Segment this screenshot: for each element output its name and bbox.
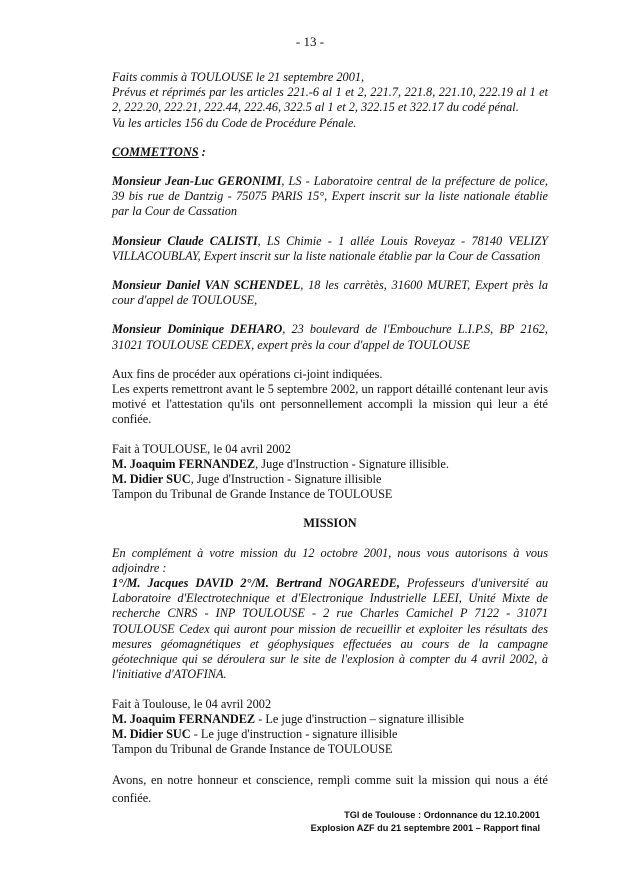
mission-text: Professeurs d'université au Laboratoire d'Electrotechnique et d'Electronique Industrielle LEEI, Unité Mixte de recherche CNRS - INP TOULOUSE - 2 rue Charles Camichel P 7122 - 31071 TOULOUSE Cedex qui auront pour mission de recueillir et exploiter les résultats des mesures géomagnétiques et géophysiques effectuées au cours de la campagne géotechnique qui se déroulera sur le site de l'explosion à compter du 4 avril 2002, à l'initiative d'ATOFINA. <box>112 576 549 682</box>
signature-date: Fait à TOULOUSE, le 04 avril 2002 <box>112 441 291 456</box>
expert-name: Monsieur Jean-Luc GERONIMI <box>112 174 282 189</box>
signature-date: Fait à Toulouse, le 04 avril 2002 <box>112 696 272 711</box>
expert-paragraph <box>112 278 548 308</box>
commettons-label: COMMETTONS <box>112 144 199 159</box>
footer-line-2: Explosion AZF du 21 septembre 2001 – Rapport final <box>310 823 540 833</box>
expert-name: Monsieur Dominique DEHARO <box>112 322 283 337</box>
expert-name: Monsieur Daniel VAN SCHENDEL <box>112 278 301 293</box>
expert-paragraph <box>112 322 548 352</box>
footer-line-1: TGI de Toulouse : Ordonnance du 12.10.2001 <box>344 810 540 820</box>
closing-paragraph: Avons, en notre honneur et conscience, rempli comme suit la mission qui nous a été confiée. <box>112 773 548 806</box>
judge-name: M. Joaquim FERNANDEZ <box>112 456 256 471</box>
judge-role: - Le juge d'instruction - signature illisible <box>190 726 398 741</box>
mission-paragraph <box>112 546 548 683</box>
page-number: - 13 - <box>295 34 325 49</box>
signature-stamp: Tampon du Tribunal de Grande Instance de TOULOUSE <box>112 742 393 757</box>
signature-judge-1 <box>112 457 548 472</box>
intro-line-1: Faits commis à TOULOUSE le 21 septembre 2001, <box>112 70 365 84</box>
judge-name: M. Didier SUC <box>112 726 191 741</box>
signature-judge-2 <box>112 472 548 487</box>
mission-intro: En complément à votre mission du 12 octobre 2001, nous vous autorisons à vous adjoindre : <box>112 545 548 575</box>
commettons-colon: : <box>198 144 206 159</box>
aux-fins-line-1: Aux fins de procéder aux opérations ci-joint indiquées. <box>112 366 383 381</box>
signature-block-1 <box>112 442 548 503</box>
expert-name: Monsieur Claude CALISTI <box>112 233 258 248</box>
judge-role: - Le juge d'instruction – signature illisible <box>255 711 464 726</box>
commettons-heading <box>112 145 548 160</box>
signature-stamp: Tampon du Tribunal de Grande Instance de TOULOUSE <box>112 487 393 502</box>
intro-line-2: Prévus et réprimés par les articles 221.-6 al 1 et 2, 221.7, 221.8, 221.10, 222.19 al 1 et 2, 222.20, 222.21, 222.44, 222.46, 322.5 al 1 et 2, 322.15 et 322.17 du codé pénal. <box>112 85 548 115</box>
intro-paragraph <box>112 70 548 131</box>
judge-name: M. Joaquim FERNANDEZ <box>112 711 256 726</box>
signature-judge-1 <box>112 712 548 727</box>
expert-details: , LS Chimie - 1 allée Louis Roveyaz - 78140 VELIZY VILLACOUBLAY, Expert inscrit sur la liste nationale établie par la Cour de Cassation <box>112 233 549 263</box>
intro-line-3: Vu les articles 156 du Code de Procédure Pénale. <box>112 115 357 130</box>
signature-judge-2 <box>112 727 548 742</box>
page-footer <box>311 809 540 835</box>
expert-details: , LS - Laboratoire central de la préfecture de police, 39 bis rue de Dantzig - 75075 PARIS 15°, Expert inscrit sur la liste nationale établie par la Cour de Cassation <box>112 174 548 219</box>
judge-role: , Juge d'Instruction - Signature illisible. <box>255 456 449 471</box>
judge-name: M. Didier SUC <box>112 472 191 487</box>
mission-heading: MISSION <box>303 516 357 531</box>
aux-fins-paragraph <box>112 367 548 428</box>
document-body <box>112 70 548 821</box>
mission-body <box>112 576 548 682</box>
expert-paragraph <box>112 234 548 264</box>
signature-block-2 <box>112 697 548 758</box>
judge-role: , Juge d'Instruction - Signature illisible <box>190 472 382 487</box>
mission-names: 1°/M. Jacques DAVID 2°/M. Bertrand NOGAREDE, <box>112 576 400 591</box>
expert-details: , 23 boulevard de l'Embouchure L.I.P.S, BP 2162, 31021 TOULOUSE CEDEX, expert près la cour d'appel de TOULOUSE <box>112 322 548 352</box>
expert-paragraph <box>112 174 548 220</box>
aux-fins-line-2: Les experts remettront avant le 5 septembre 2002, un rapport détaillé contenant leur avis motivé et l'attestation qu'ils ont personnellement accompli la mission qui leur a été confiée. <box>112 382 548 427</box>
expert-details: , 18 les carrètès, 31600 MURET, Expert près la cour d'appel de TOULOUSE, <box>112 278 548 308</box>
